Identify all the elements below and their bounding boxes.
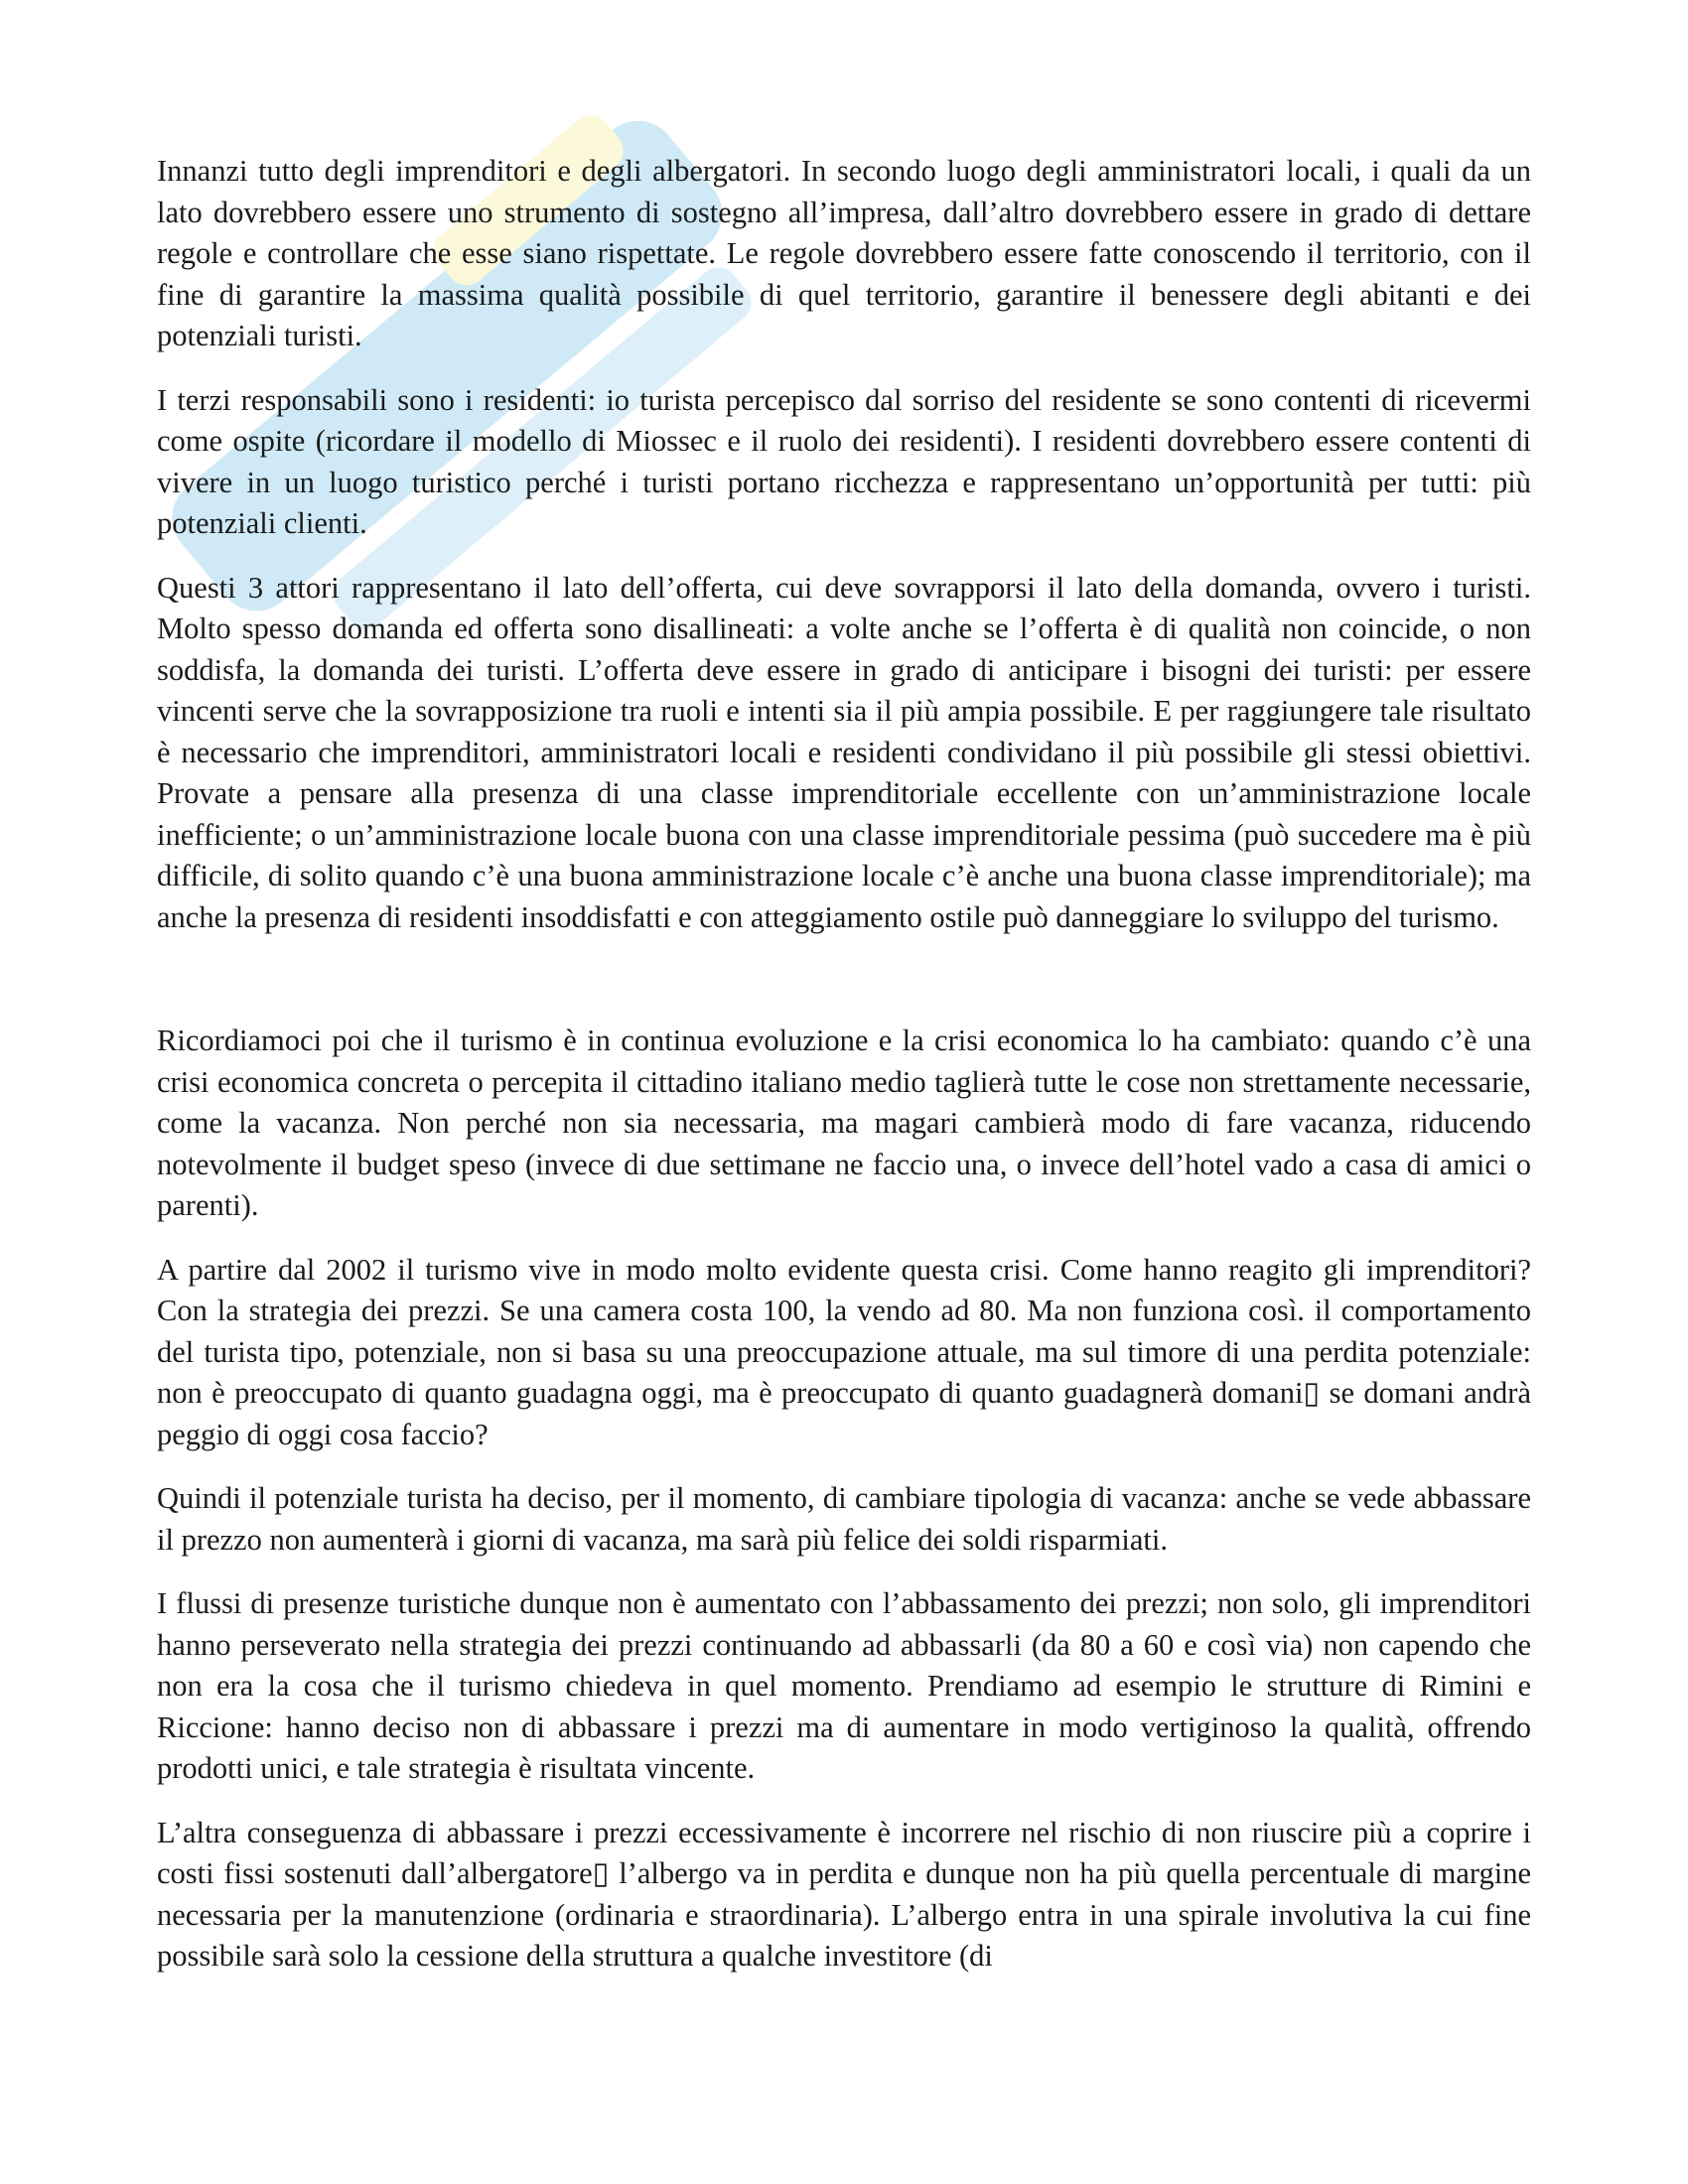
paragraph-2: I terzi responsabili sono i residenti: io turista percepisco dal sorriso del residente se sono contenti di ricevermi come ospite (ricordare il modello di Miossec e il ruolo dei residenti). I residenti dovrebbero essere contenti di vivere in un luogo turistico perché i turisti portano ricchezza e rappresentano un’opportunità per tutti: più potenziali clienti. [157,382,1531,540]
paragraph-6: Quindi il potenziale turista ha deciso, per il momento, di cambiare tipologia di vacanza: anche se vede abbassare il prezzo non aumenterà i giorni di vacanza, ma sarà più felice dei soldi risparmiati. [157,1481,1531,1557]
paragraph-5: A partire dal 2002 il turismo vive in modo molto evidente questa crisi. Come hanno reagito gli imprenditori? Con la strategia dei prezzi. Se una camera costa 100, la vendo ad 80. Ma non funziona così. il comportamento del turista tipo, potenziale, non si basa su una preoccupazione attuale, ma sul timore di una perdita potenziale: non è preoccupato di quanto guadagna oggi, ma è preoccupato di quanto guadagnerà domani▯ se domani andrà peggio di oggi cosa faccio? [157,1252,1531,1451]
paragraph-4: Ricordiamoci poi che il turismo è in continua evoluzione e la crisi economica lo ha cambiato: quando c’è una crisi economica concreta o percepita il cittadino italiano medio taglierà tutte le cose non strettamente necessarie, come la vacanza. Non perché non sia necessaria, ma magari cambierà modo di fare vacanza, riducendo notevolmente il budget speso (invece di due settimane ne faccio una, o invece dell’hotel vado a casa di amici o parenti). [157,1024,1531,1222]
paragraph-3: Questi 3 attori rappresentano il lato dell’offerta, cui deve sovrapporsi il lato della domanda, ovvero i turisti. Molto spesso domanda ed offerta sono disallineati: a volte anche se l’offerta è di qualità non coincide, o non soddisfa, la domanda dei turisti. L’offerta deve essere in grado di anticipare i bisogni dei turisti: per essere vincenti serve che la sovrapposizione tra ruoli e intenti sia il più ampia possibile. E per raggiungere tale risultato è necessario che imprenditori, amministratori locali e residenti condividano il più possibile gli stessi obiettivi. Provate a pensare alla presenza di una classe imprenditoriale eccellente con un’amministrazione locale inefficiente; o un’amministrazione locale buona con una classe imprenditoriale pessima (può succedere ma è più difficile, di solito quando c’è una buona amministrazione locale c’è anche una buona classe imprenditoriale); ma anche la presenza di residenti insoddisfatti e con atteggiamento ostile può danneggiare lo sviluppo del turismo. [157,570,1531,934]
paragraph-7: I flussi di presenze turistiche dunque non è aumentato con l’abbassamento dei prezzi; non solo, gli imprenditori hanno perseverato nella strategia dei prezzi continuando ad abbassarli (da 80 a 60 e così via) non capendo che non era la cosa che il turismo chiedeva in quel momento. Prendiamo ad esempio le strutture di Rimini e Riccione: hanno deciso non di abbassare i prezzi ma di aumentare in modo vertiginoso la qualità, offrendo prodotti unici, e tale strategia è risultata vincente. [157,1586,1531,1785]
paragraph-1: Innanzi tutto degli imprenditori e degli albergatori. In secondo luogo degli amministratori locali, i quali da un lato dovrebbero essere uno strumento di sostegno all’impresa, dall’altro dovrebbero essere in grado di dettare regole e controllare che esse siano rispettate. Le regole dovrebbero essere fatte conoscendo il territorio, con il fine di garantire la massima qualità possibile di quel territorio, garantire il benessere degli abitanti e dei potenziali turisti. [157,154,1531,352]
document-page [157,151,1531,2000]
paragraph-8: L’altra conseguenza di abbassare i prezzi eccessivamente è incorrere nel rischio di non riuscire più a coprire i costi fissi sostenuti dall’albergatore▯ l’albergo va in perdita e dunque non ha più quella percentuale di margine necessaria per la manutenzione (ordinaria e straordinaria). L’albergo entra in una spirale involutiva la cui fine possibile sarà solo la cessione della struttura a qualche investitore (di [157,1815,1531,1973]
